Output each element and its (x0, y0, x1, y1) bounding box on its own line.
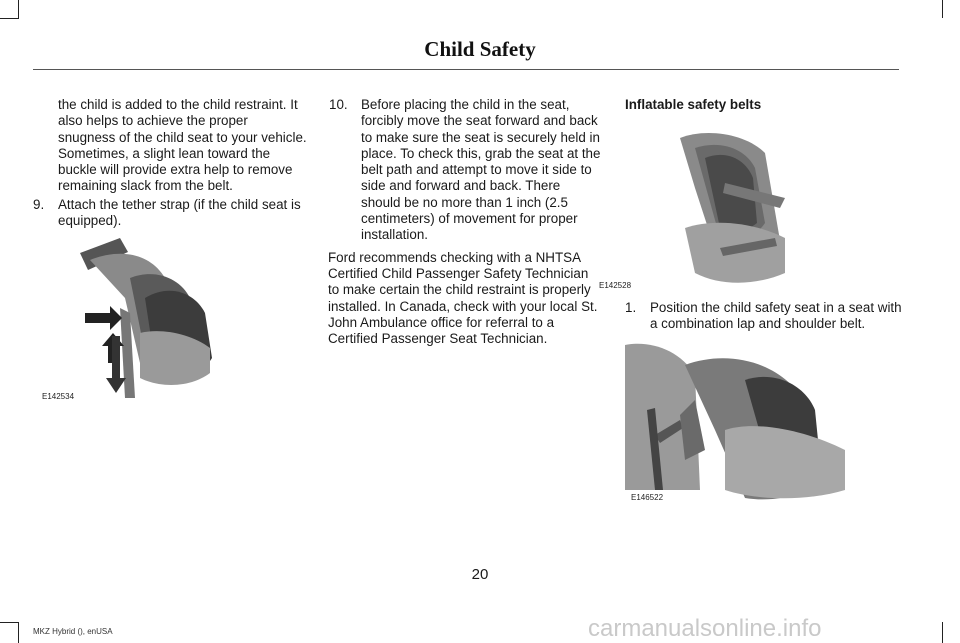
section-heading: Inflatable safety belts (625, 97, 762, 112)
step-1-text: Position the child safety seat in a seat with a combination lap and shoulder belt. (650, 300, 902, 332)
step-1-number: 1. (625, 300, 637, 315)
figure-code-e142528: E142528 (599, 281, 632, 290)
step-9 (33, 197, 308, 230)
continued-paragraph: the child is added to the child restraint. It also helps to achieve the proper snugness of the child seat to your vehicle. Sometimes, a slight lean toward the buckle will provide extra help to remove remaining slack from the belt. (58, 97, 307, 194)
figure-lap-shoulder-belt (625, 340, 850, 503)
page-number: 20 (471, 566, 489, 583)
step-9-text: Attach the tether strap (if the child seat is equipped). (58, 196, 301, 229)
figure-inflatable-belt (599, 128, 800, 290)
header-rule (33, 69, 899, 70)
crop-mark-top-right (942, 0, 960, 18)
child-seat-inflatable-belt-illustration (625, 128, 800, 290)
middle-column (328, 97, 603, 347)
step-1 (625, 300, 905, 333)
figure-tether-strap (42, 238, 225, 401)
left-column (33, 97, 308, 229)
figure-code-e142534: E142534 (42, 392, 75, 401)
crop-mark-bottom-right (942, 622, 960, 643)
step-10 (328, 97, 603, 244)
crop-mark-top-left (0, 0, 19, 19)
crop-mark-bottom-left-h (0, 622, 18, 623)
watermark: carmanualsonline.info (588, 615, 822, 642)
child-seat-tether-illustration (80, 238, 225, 401)
step-10-text: Before placing the child in the seat, forcibly move the seat forward and back to make sure the seat is securely held in place. To check this, grab the seat at the belt path and attempt to move it side to side and forward and back. There should be no more than 1 inch (2.5 centimeters) of movement for proper installation. (361, 97, 601, 243)
nhtsa-paragraph: Ford recommends checking with a NHTSA Certified Child Passenger Safety Technician to make certain the child restraint is properly installed. In Canada, check with your local St. John Ambulance office for referral to a Certified Passenger Seat Technician. (328, 249, 598, 347)
right-step-block (625, 300, 905, 333)
step-10-number: 10. (329, 97, 348, 112)
crop-mark-bottom-left (0, 622, 19, 643)
right-column (625, 97, 905, 113)
child-seat-lap-shoulder-belt-illustration (625, 340, 850, 503)
step-9-number: 9. (33, 196, 45, 212)
document-info: MKZ Hybrid (), enUSA (33, 627, 113, 636)
page-title: Child Safety (424, 37, 536, 61)
figure-code-e146522: E146522 (631, 493, 664, 502)
